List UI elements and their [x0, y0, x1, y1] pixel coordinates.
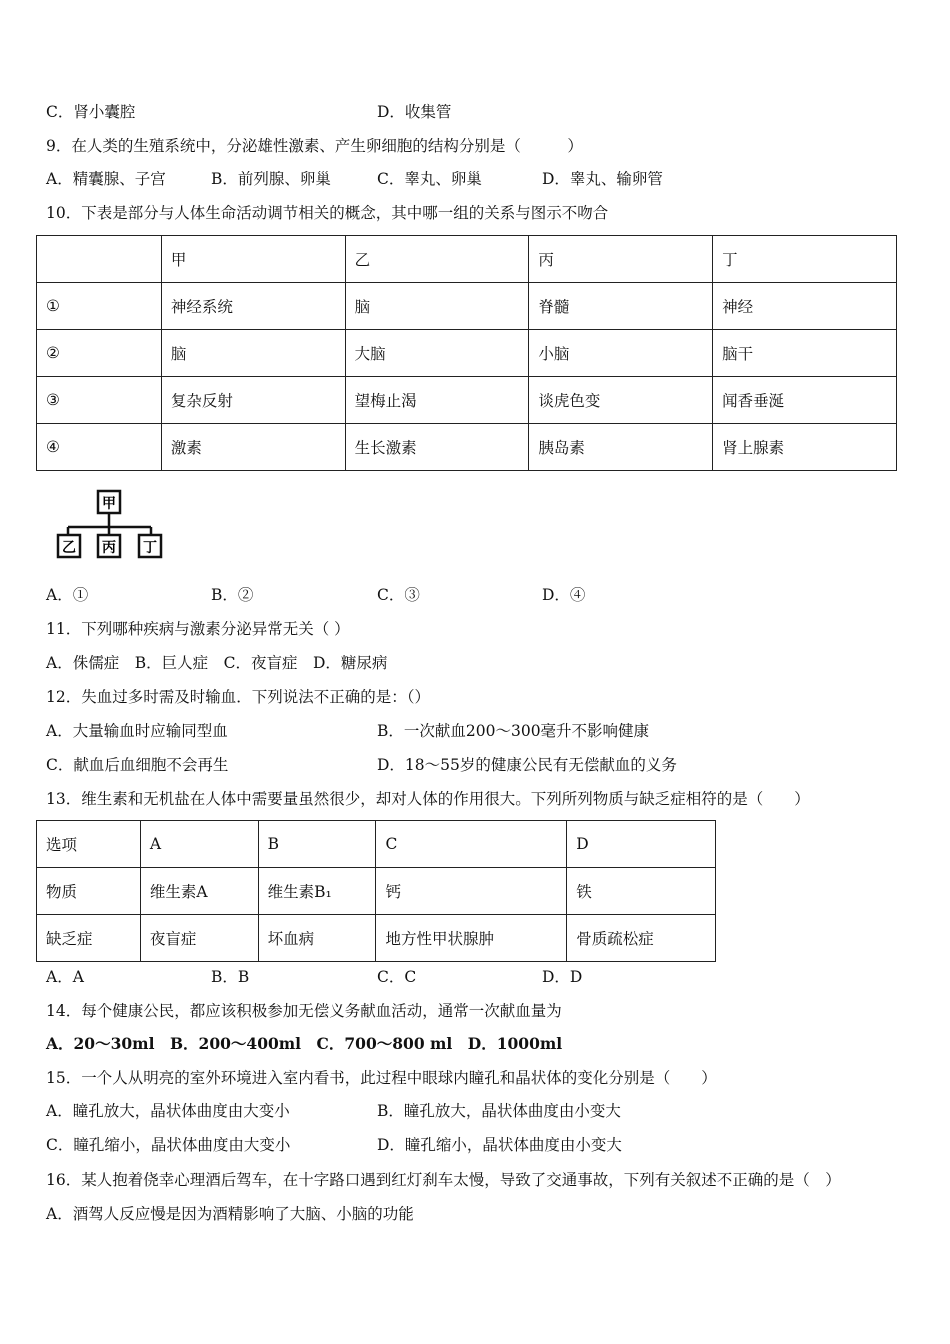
q9-option-a: A．精囊腺、子宫 — [46, 170, 166, 188]
q8-option-c: C．肾小囊腔 — [46, 103, 136, 121]
cell: D — [567, 821, 716, 868]
q12-option-b: B．一次献血200～300毫升不影响健康 — [377, 722, 650, 740]
cell: 大脑 — [345, 330, 529, 377]
q15-option-d: D．瞳孔缩小，晶状体曲度由小变大 — [377, 1136, 622, 1154]
cell: 复杂反射 — [161, 377, 345, 424]
cell: 脑 — [161, 330, 345, 377]
q12-option-d: D．18～55岁的健康公民有无偿献血的义务 — [377, 756, 677, 774]
cell: 坏血病 — [258, 915, 376, 962]
cell: 激素 — [161, 424, 345, 471]
q14-options: A．20～30ml B．200～400ml C．700～800 ml D．1000ml — [46, 1034, 563, 1053]
cell: 铁 — [567, 868, 716, 915]
cell: 物质 — [37, 868, 141, 915]
table-row — [37, 283, 897, 330]
diagram-label: 乙 — [62, 540, 76, 556]
diagram-label: 丙 — [102, 540, 116, 556]
table-row — [37, 377, 897, 424]
cell: 丁 — [713, 236, 897, 283]
cell: 地方性甲状腺肿 — [376, 915, 567, 962]
cell: ② — [37, 330, 162, 377]
cell: ③ — [37, 377, 162, 424]
q13-stem: 13．维生素和无机盐在人体中需要量虽然很少，却对人体的作用很大。下列所列物质与缺乏症相符的是（ ） — [46, 790, 810, 808]
q10-option-a: A．① — [46, 586, 89, 604]
cell: 缺乏症 — [37, 915, 141, 962]
q12-stem: 12．失血过多时需及时输血．下列说法不正确的是：（） — [46, 688, 430, 706]
cell: 乙 — [345, 236, 529, 283]
cell: 丙 — [529, 236, 713, 283]
cell: C — [376, 821, 567, 868]
table-row — [37, 330, 897, 377]
cell: B — [258, 821, 376, 868]
cell: 肾上腺素 — [713, 424, 897, 471]
table-row — [37, 236, 897, 283]
q8-option-d: D．收集管 — [377, 103, 452, 121]
cell: 夜盲症 — [140, 915, 258, 962]
q11-options: A．侏儒症 B．巨人症 C．夜盲症 D．糖尿病 — [46, 654, 388, 672]
cell: 小脑 — [529, 330, 713, 377]
table-row — [37, 868, 716, 915]
q10-stem: 10．下表是部分与人体生命活动调节相关的概念，其中哪一组的关系与图示不吻合 — [46, 204, 609, 222]
q9-stem: 9．在人类的生殖系统中，分泌雄性激素、产生卵细胞的结构分别是（ ） — [46, 137, 583, 155]
q16-option-a: A．酒驾人反应慢是因为酒精影响了大脑、小脑的功能 — [46, 1205, 414, 1223]
table-row — [37, 821, 716, 868]
q9-option-d: D．睾丸、输卵管 — [542, 170, 663, 188]
q15-stem: 15．一个人从明亮的室外环境进入室内看书，此过程中眼球内瞳孔和晶状体的变化分别是（ ） — [46, 1069, 717, 1087]
cell: 谈虎色变 — [529, 377, 713, 424]
q15-option-b: B．瞳孔放大，晶状体曲度由小变大 — [377, 1102, 621, 1120]
q15-option-c: C．瞳孔缩小，晶状体曲度由大变小 — [46, 1136, 291, 1154]
diagram-label-top: 甲 — [102, 496, 116, 512]
q13-option-b: B．B — [211, 968, 250, 986]
cell: 脑 — [345, 283, 529, 330]
q12-option-a: A．大量输血时应输同型血 — [46, 722, 228, 740]
cell: 神经系统 — [161, 283, 345, 330]
table-row — [37, 915, 716, 962]
q11-stem: 11．下列哪种疾病与激素分泌异常无关（ ） — [46, 620, 350, 638]
q13-option-d: D．D — [542, 968, 583, 986]
cell: 脑干 — [713, 330, 897, 377]
cell: 神经 — [713, 283, 897, 330]
cell — [37, 236, 162, 283]
q10-option-c: C．③ — [377, 586, 420, 604]
cell: ① — [37, 283, 162, 330]
cell: 望梅止渴 — [345, 377, 529, 424]
cell: 维生素B₁ — [258, 868, 376, 915]
cell: 选项 — [37, 821, 141, 868]
cell: 闻香垂涎 — [713, 377, 897, 424]
cell: 钙 — [376, 868, 567, 915]
q12-option-c: C．献血后血细胞不会再生 — [46, 756, 229, 774]
table-row — [37, 424, 897, 471]
cell: 胰岛素 — [529, 424, 713, 471]
q9-option-c: C．睾丸、卵巢 — [377, 170, 482, 188]
diagram-connectors — [68, 513, 151, 535]
cell: 脊髓 — [529, 283, 713, 330]
cell: 维生素A — [140, 868, 258, 915]
hierarchy-diagram — [40, 475, 170, 585]
q15-option-a: A．瞳孔放大，晶状体曲度由大变小 — [46, 1102, 290, 1120]
q9-option-b: B．前列腺、卵巢 — [211, 170, 331, 188]
q13-option-c: C．C — [377, 968, 417, 986]
q10-table — [36, 235, 897, 471]
q16-stem: 16．某人抱着侥幸心理酒后驾车，在十字路口遇到红灯刹车太慢，导致了交通事故，下列有关叙述不正确的是（ ） — [46, 1171, 841, 1189]
cell: ④ — [37, 424, 162, 471]
q10-option-d: D．④ — [542, 586, 586, 604]
q13-option-a: A．A — [46, 968, 84, 986]
q10-option-b: B．② — [211, 586, 254, 604]
cell: 甲 — [161, 236, 345, 283]
cell: A — [140, 821, 258, 868]
q13-table — [36, 820, 716, 962]
cell: 骨质疏松症 — [567, 915, 716, 962]
cell: 生长激素 — [345, 424, 529, 471]
q14-stem: 14．每个健康公民，都应该积极参加无偿义务献血活动，通常一次献血量为 — [46, 1002, 562, 1020]
diagram-label: 丁 — [143, 540, 157, 556]
